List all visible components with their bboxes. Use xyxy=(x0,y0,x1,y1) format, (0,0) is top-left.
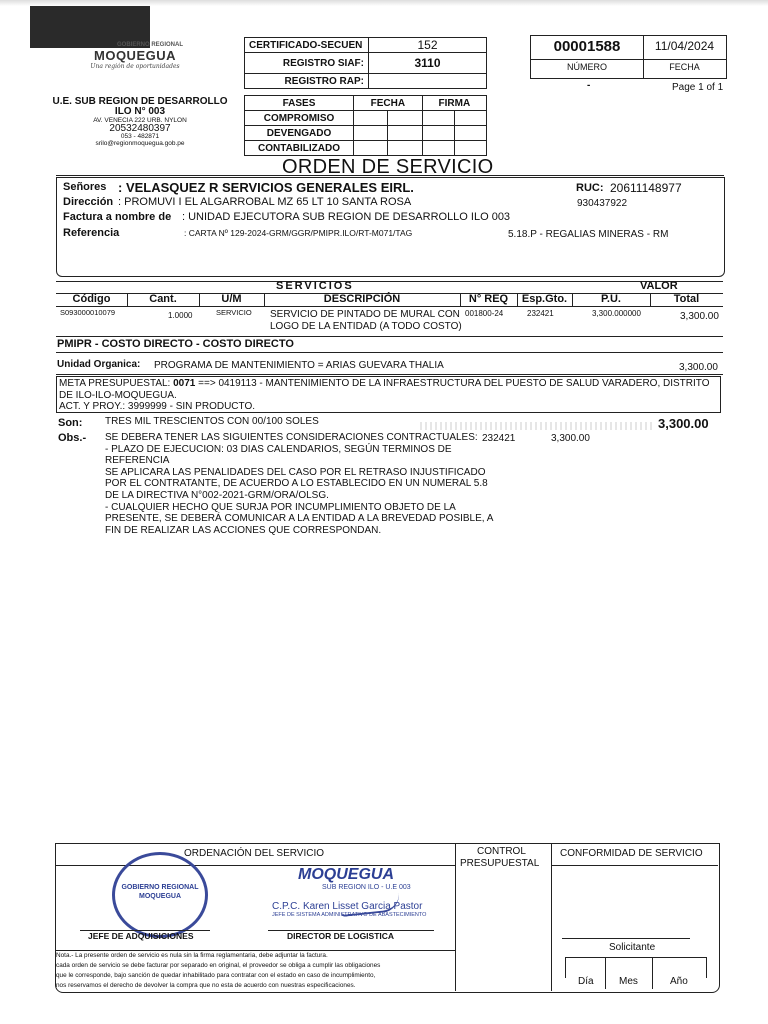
dia-label: Día xyxy=(578,976,594,987)
row-desc-2: LOGO DE LA ENTIDAD (A TODO COSTO) xyxy=(270,321,462,332)
referencia-label: Referencia xyxy=(63,227,120,239)
round-stamp-text: GOBIERNO REGIONAL MOQUEGUA xyxy=(121,884,199,900)
obs-line: PRESENTE, SE DEBERÁ COMUNICAR A LA ENTIDAD A LA BREVEDAD POSIBLE, A xyxy=(105,513,494,525)
unidad-value: PROGRAMA DE MANTENIMIENTO = ARIAS GUEVARA THALIA xyxy=(154,360,444,371)
obs-amount: 3,300.00 xyxy=(551,433,590,444)
mes-label: Mes xyxy=(619,976,638,987)
obs-code: 232421 xyxy=(482,433,516,444)
senores-label: Señores xyxy=(63,181,107,193)
date-grid-div-2 xyxy=(652,957,653,989)
page-title: ORDEN DE SERVICIO xyxy=(282,156,494,178)
scan-edge xyxy=(0,0,768,6)
dash-mark: - xyxy=(587,80,591,91)
phase-contabilizado: CONTABILIZADO xyxy=(245,141,354,156)
unit-address: AV. VENECIA 222 URB. NYLON xyxy=(93,117,187,124)
row-cant: 1.0000 xyxy=(168,311,193,320)
order-number: 00001588 xyxy=(553,38,621,55)
budget-rule-3 xyxy=(56,374,723,375)
son-text: TRES MIL TRESCIENTOS CON 00/100 SOLES xyxy=(105,416,319,427)
logo xyxy=(60,42,210,70)
ruc-label: RUC: xyxy=(576,182,604,194)
meta-line-1 xyxy=(59,378,719,389)
date-grid xyxy=(565,957,707,978)
row-total: 3,300.00 xyxy=(680,311,719,322)
col-descripcion: DESCRIPCIÓN xyxy=(323,293,401,305)
col-pu: P.U. xyxy=(601,293,621,305)
solicitante-rule xyxy=(562,938,690,939)
nota-line: cada orden de servicio se debe facturar por separado en original, el proveedor se obliga a cumplir las obligaciones xyxy=(56,962,381,969)
brand-stamp-sub: SUB REGION ILO - U.E 003 xyxy=(322,884,411,891)
siaf-value: 3110 xyxy=(369,53,487,74)
meta-code: 0071 xyxy=(173,378,196,389)
table-row xyxy=(56,308,723,334)
nota-line: nos reservamos el derecho de devolver la compra que no esta de acuerdo con nuestras especificaciones. xyxy=(56,982,356,989)
ordenacion-title: ORDENACIÓN DEL SERVICIO xyxy=(184,848,325,859)
scan-noise xyxy=(420,422,655,430)
phases-table xyxy=(244,95,487,156)
page-indicator: Page 1 of 1 xyxy=(672,82,724,93)
cert-value: 152 xyxy=(369,38,487,53)
number-box-divider xyxy=(531,59,726,60)
obs-line: DE LA DIRECTIVA N°002-2021-GRM/ORA/OLSG. xyxy=(105,489,329,501)
unit-ruc: 20532480397 xyxy=(109,123,171,134)
logo-brand: MOQUEGUA xyxy=(94,48,176,63)
logo-top: GOBIERNO REGIONAL xyxy=(116,42,183,48)
supplier-phone: 930437922 xyxy=(577,198,628,209)
factura-value: : UNIDAD EJECUTORA SUB REGION DE DESARROLLO ILO 003 xyxy=(182,211,511,223)
row-req: 001800-24 xyxy=(465,309,504,318)
brand-stamp-role: JEFE DE SISTEMA ADMINISTRATIVO DE ABASTECIMIENTO xyxy=(272,912,427,918)
budget-rule-1 xyxy=(56,336,723,337)
phases-header-fecha: FECHA xyxy=(354,96,423,111)
brand-stamp-person: C.P.C. Karen Lisset Garcia Pastor xyxy=(272,901,423,912)
control-title-1: CONTROL xyxy=(477,846,526,857)
row-um: SERVICIO xyxy=(216,308,252,317)
direccion-label: Dirección xyxy=(63,196,114,208)
row-codigo: S093000010079 xyxy=(60,308,116,317)
budget-rule-2 xyxy=(56,352,723,353)
services-rule-bottom xyxy=(56,306,723,307)
unit-number: ILO N° 003 xyxy=(114,106,166,117)
referencia-extra: 5.18.P - REGALIAS MINERAS - RM xyxy=(508,229,669,240)
director-label: DIRECTOR DE LOGISTICA xyxy=(287,931,395,941)
col-total: Total xyxy=(673,293,700,305)
obs-line: REFERENCIA xyxy=(105,455,170,467)
brand-stamp-name: MOQUEGUA xyxy=(298,866,394,883)
row-esp: 232421 xyxy=(527,309,554,318)
col-cant: Cant. xyxy=(149,293,177,305)
phase-compromiso: COMPROMISO xyxy=(245,111,354,126)
services-rule-top xyxy=(56,281,723,282)
obs-line: - CUALQUIER HECHO QUE SURJA POR INCUMPLIMIENTO OBJETO DE LA xyxy=(105,501,456,513)
obs-label: Obs.- xyxy=(58,432,87,444)
cert-table xyxy=(244,37,487,89)
numero-label: NÚMERO xyxy=(567,62,607,72)
fecha-label: FECHA xyxy=(669,62,700,72)
control-title-2: PRESUPUESTAL xyxy=(460,858,540,869)
footer-rule-right xyxy=(551,865,718,866)
services-title: SERVICIOS xyxy=(276,280,354,292)
date-grid-div-1 xyxy=(605,957,606,989)
phases-header-fases: FASES xyxy=(245,96,354,111)
meta-text: ==> 0419113 - MANTENIMIENTO DE LA INFRAESTRUCTURA DEL PUESTO DE SALUD VARADERO, DISTRITO xyxy=(198,378,710,389)
obs-text xyxy=(105,432,493,536)
supplier-ruc: 20611148977 xyxy=(610,181,682,195)
son-amount: 3,300.00 xyxy=(658,416,709,431)
round-stamp xyxy=(112,852,208,938)
valor-title: VALOR xyxy=(640,280,678,292)
unit-info xyxy=(40,97,240,148)
logo-slogan: Una región de oportunidades xyxy=(90,63,180,70)
obs-line: SE DEBERA TENER LAS SIGUIENTES CONSIDERACIONES CONTRACTUALES: xyxy=(105,432,478,443)
referencia-value: : CARTA Nº 129-2024-GRM/GGR/PMIPR.ILO/RT-M071/TAG xyxy=(184,228,413,238)
nota-line: Nota.- La presente orden de servicio es nula sin la firma reglamentaria, debe adjuntar la factura. xyxy=(56,952,328,959)
meta-line-2: DE ILO-ILO-MOQUEGUA. xyxy=(59,390,177,401)
phases-header-firma: FIRMA xyxy=(422,96,486,111)
row-desc-1: SERVICIO DE PINTADO DE MURAL CON xyxy=(270,309,460,320)
unit-name: U.E. SUB REGION DE DESARROLLO xyxy=(52,96,228,107)
supplier-address: : PROMUVI I EL ALGARROBAL MZ 65 LT 10 SANTA ROSA xyxy=(118,196,412,208)
title-rule xyxy=(56,175,724,176)
pmipr-line: PMIPR - COSTO DIRECTO - COSTO DIRECTO xyxy=(57,338,294,350)
col-codigo: Código xyxy=(72,293,111,305)
jefe-label: JEFE DE ADQUISICIONES xyxy=(88,931,194,941)
obs-line: FIN DE REALIZAR LAS ACCIONES QUE CORRESPONDAN. xyxy=(105,524,382,536)
factura-label: Factura a nombre de xyxy=(63,211,172,223)
number-box xyxy=(530,35,727,79)
conformidad-title: CONFORMIDAD DE SERVICIO xyxy=(560,848,703,859)
solicitante-label: Solicitante xyxy=(609,942,656,953)
col-esp: Esp.Gto. xyxy=(521,293,568,305)
supplier-name: : VELASQUEZ R SERVICIOS GENERALES EIRL. xyxy=(118,180,414,195)
phase-devengado: DEVENGADO xyxy=(245,126,354,141)
unidad-label: Unidad Organica: xyxy=(57,359,141,370)
anio-label: Año xyxy=(670,976,688,987)
meta-label: META PRESUPUESTAL: xyxy=(59,378,171,389)
col-um: U/M xyxy=(221,293,242,305)
obs-line: POR EL CONTRATANTE, DE ACUERDO A LO ESTABLECIDO EN UN NUMERAL 5.8 xyxy=(105,478,488,490)
nota-text xyxy=(56,951,454,991)
obs-line: - PLAZO DE EJECUCION: 03 DIAS CALENDARIOS, SEGÚN TERMINOS DE xyxy=(105,443,452,455)
footer-div-1 xyxy=(455,843,456,991)
unidad-amount: 3,300.00 xyxy=(679,362,718,373)
nota-line: que le corresponde, bajo sanción de quedar inhabilitado para contratar con el estado en caso de incumplimiento, xyxy=(56,972,376,979)
unit-email: srilo@regionmoquegua.gob.pe xyxy=(95,140,185,147)
siaf-label: REGISTRO SIAF: xyxy=(245,53,369,74)
col-req: N° REQ xyxy=(468,293,509,305)
unit-phone: 053 - 482871 xyxy=(120,133,160,140)
rap-value xyxy=(369,74,487,89)
scan-shadow xyxy=(30,0,150,48)
cert-label: CERTIFICADO-SECUEN xyxy=(245,38,369,53)
rap-label: REGISTRO RAP: xyxy=(245,74,369,89)
row-pu: 3,300.000000 xyxy=(592,309,641,318)
meta-line-3: ACT. Y PROY.: 3999999 - SIN PRODUCTO. xyxy=(59,401,256,412)
son-label: Son: xyxy=(58,417,83,429)
order-date: 11/04/2024 xyxy=(654,39,715,53)
obs-line: SE APLICARA LAS PENALIDADES DEL CASO POR EL RETRASO INJUSTIFICADO xyxy=(105,466,486,478)
